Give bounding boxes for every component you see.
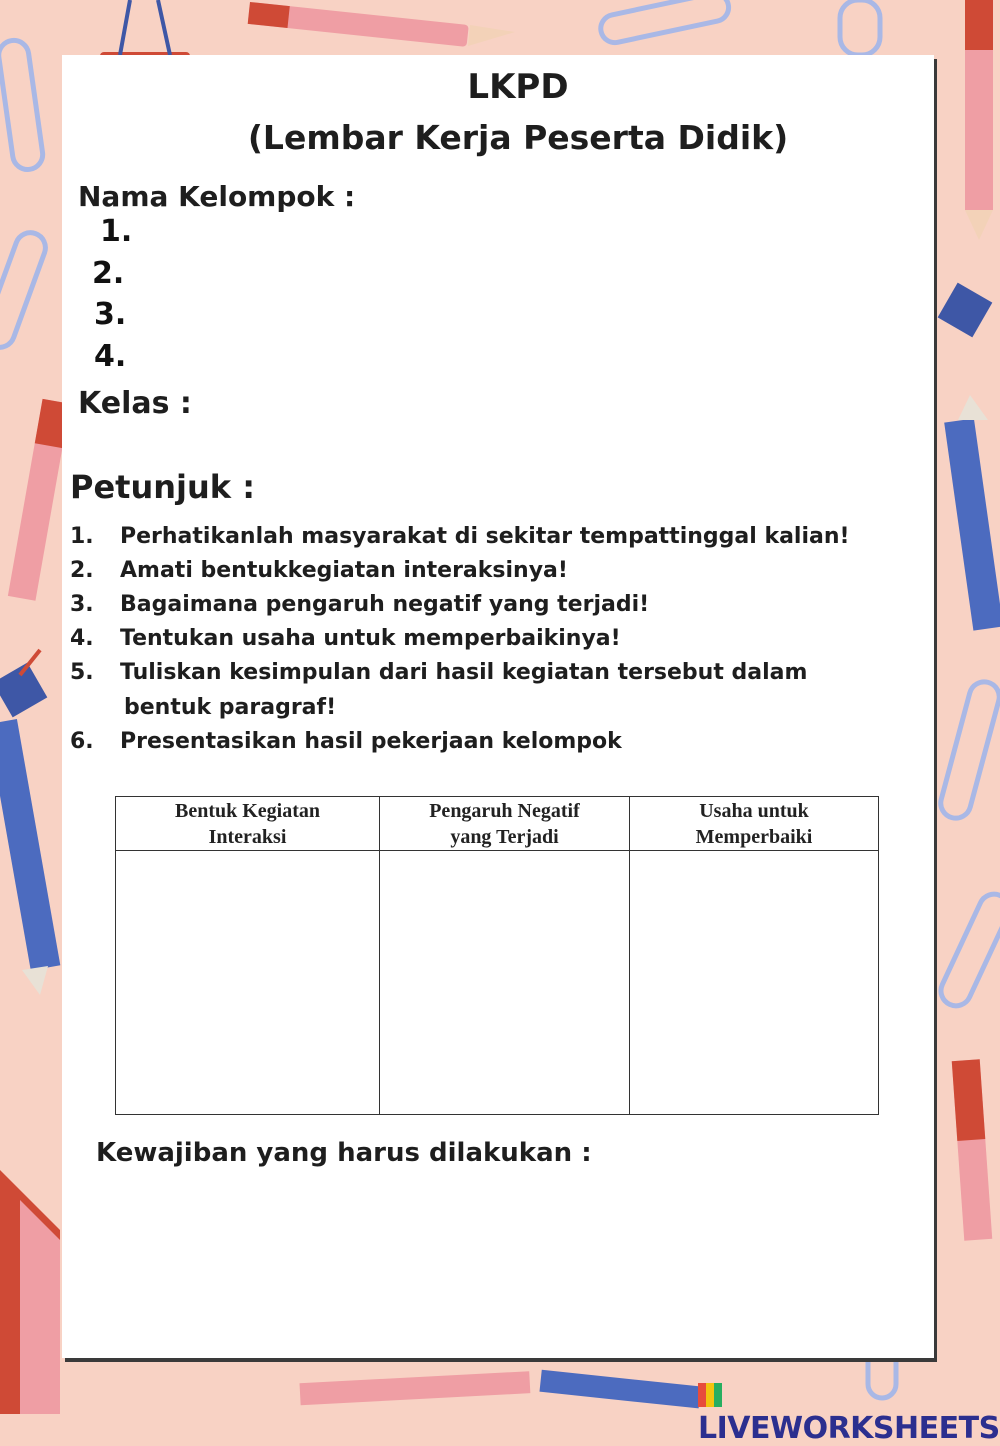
member-number-1: 1. [100,214,133,249]
pencil-icon [952,1059,992,1241]
instruction-item-continuation: bentuk paragraf! [124,695,337,720]
answer-cell-negative-effect[interactable] [380,851,630,1115]
instruction-item: 4. Tentukan usaha untuk memperbaikinya! [70,626,621,651]
member-number-3: 3. [94,297,127,332]
class-label: Kelas : [78,386,192,421]
instruction-item: 5. Tuliskan kesimpulan dari hasil kegiatan tersebut dalam [70,660,808,685]
ruler-icon [0,1170,60,1414]
answer-cell-interaction[interactable] [116,851,380,1115]
pencil-icon [0,719,60,995]
obligation-label: Kewajiban yang harus dilakukan : [96,1138,592,1168]
group-name-label: Nama Kelompok : [78,180,356,213]
column-header: Bentuk Kegiatan Interaksi [116,797,380,851]
member-number-4: 4. [94,339,127,374]
page-title: LKPD [467,67,569,107]
page-subtitle: (Lembar Kerja Peserta Didik) [247,118,789,157]
liveworksheets-logo: LIVEWORKSHEETS [698,1376,1000,1446]
instruction-item: 1. Perhatikanlah masyarakat di sekitar tempattinggal kalian! [70,524,850,549]
binder-clip-icon [938,283,993,338]
pencil-icon [248,2,515,47]
pencil-icon [944,395,1000,631]
worksheet-table [115,796,879,1115]
pencil-icon [300,1370,701,1409]
logo-blocks-icon [698,1383,722,1407]
instruction-item: 6. Presentasikan hasil pekerjaan kelompok [70,729,622,754]
column-header: Usaha untuk Memperbaiki [630,797,879,851]
instruction-item: 3. Bagaimana pengaruh negatif yang terjadi! [70,592,650,617]
pencil-icon [8,399,70,601]
column-header: Pengaruh Negatif yang Terjadi [380,797,630,851]
instruction-item: 2. Amati bentukkegiatan interaksinya! [70,558,568,583]
binder-clip-icon [0,650,47,717]
member-number-2: 2. [92,256,125,291]
answer-cell-improvement[interactable] [630,851,879,1115]
instructions-heading: Petunjuk : [70,468,255,506]
